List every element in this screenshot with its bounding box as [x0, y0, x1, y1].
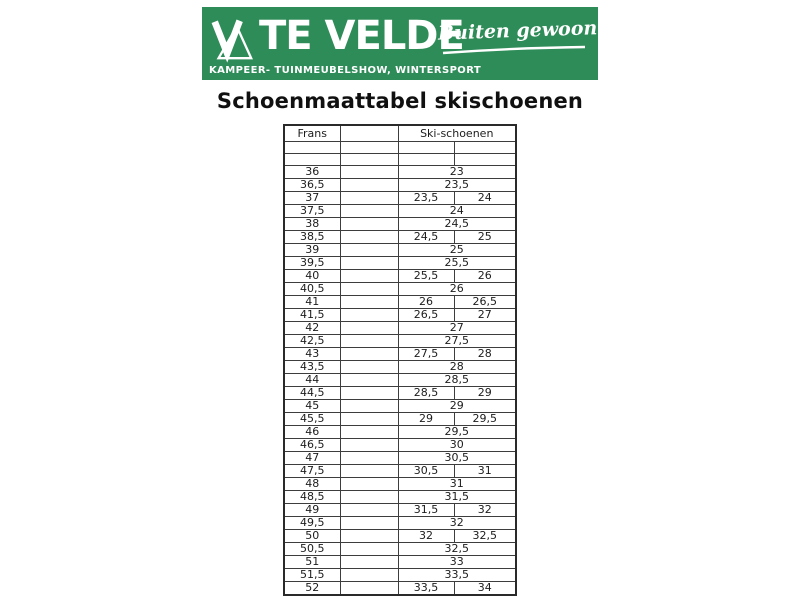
- ski-size-cell: 29: [398, 413, 454, 426]
- shoe-size-table: [283, 124, 517, 596]
- table-row: [284, 439, 516, 452]
- empty-cell: [340, 231, 398, 244]
- ski-size-cell: 30: [398, 439, 516, 452]
- empty-cell: [340, 218, 398, 231]
- ski-size-cell: 27: [398, 322, 516, 335]
- ski-size-cell: 28: [454, 348, 516, 361]
- frans-size-cell: 39,5: [284, 257, 340, 270]
- table-row: [284, 491, 516, 504]
- ski-size-cell: 30,5: [398, 452, 516, 465]
- ski-size-cell: 34: [454, 582, 516, 596]
- ski-size-cell: 30,5: [398, 465, 454, 478]
- ski-size-cell: 25,5: [398, 257, 516, 270]
- empty-cell: [340, 556, 398, 569]
- ski-size-cell: 25,5: [398, 270, 454, 283]
- ski-size-cell: 26: [398, 283, 516, 296]
- frans-size-cell: 40,5: [284, 283, 340, 296]
- table-row: [284, 270, 516, 283]
- table-row: [284, 348, 516, 361]
- table-row: [284, 374, 516, 387]
- ski-size-cell: 31,5: [398, 491, 516, 504]
- table-row: [284, 361, 516, 374]
- empty-cell: [340, 283, 398, 296]
- frans-size-cell: 50,5: [284, 543, 340, 556]
- table-row: [284, 530, 516, 543]
- frans-size-cell: 50: [284, 530, 340, 543]
- table-header-row: [284, 125, 516, 142]
- ski-size-cell: 29,5: [398, 426, 516, 439]
- empty-cell: [340, 530, 398, 543]
- empty-cell: [340, 154, 398, 166]
- ski-size-cell: 27,5: [398, 335, 516, 348]
- ski-size-cell: 29,5: [454, 413, 516, 426]
- ski-size-cell: 25: [398, 244, 516, 257]
- table-row: [284, 218, 516, 231]
- ski-size-cell: 33,5: [398, 582, 454, 596]
- empty-cell: [340, 270, 398, 283]
- frans-size-cell: 51: [284, 556, 340, 569]
- ski-size-cell: 29: [398, 400, 516, 413]
- frans-size-cell: 49,5: [284, 517, 340, 530]
- ski-size-cell: 32: [398, 530, 454, 543]
- brand-name: TE VELDE: [259, 13, 464, 59]
- empty-cell: [340, 335, 398, 348]
- mountain-check-icon: [208, 15, 256, 63]
- frans-size-cell: [284, 154, 340, 166]
- ski-size-cell: 32: [454, 504, 516, 517]
- empty-cell: [340, 322, 398, 335]
- ski-size-cell: 24: [398, 205, 516, 218]
- empty-cell: [340, 517, 398, 530]
- frans-size-cell: 39: [284, 244, 340, 257]
- empty-cell: [340, 374, 398, 387]
- column-header-frans: Frans: [284, 125, 340, 142]
- frans-size-cell: 44,5: [284, 387, 340, 400]
- empty-cell: [340, 348, 398, 361]
- table-row: [284, 205, 516, 218]
- empty-cell: [340, 543, 398, 556]
- ski-size-cell: 31: [398, 478, 516, 491]
- column-header-empty: [340, 125, 398, 142]
- table-row: [284, 154, 516, 166]
- swoosh-underline-icon: [441, 45, 587, 55]
- empty-cell: [340, 296, 398, 309]
- frans-size-cell: 45: [284, 400, 340, 413]
- ski-size-cell: 28,5: [398, 374, 516, 387]
- brand-tagline: [437, 15, 656, 55]
- frans-size-cell: 38: [284, 218, 340, 231]
- ski-size-cell: 28,5: [398, 387, 454, 400]
- ski-size-cell: 25: [454, 231, 516, 244]
- empty-cell: [340, 569, 398, 582]
- ski-size-cell: 33,5: [398, 569, 516, 582]
- frans-size-cell: 52: [284, 582, 340, 596]
- table-row: [284, 335, 516, 348]
- table-row: [284, 257, 516, 270]
- ski-size-cell: 29: [454, 387, 516, 400]
- table-row: [284, 478, 516, 491]
- ski-size-cell: 26: [454, 270, 516, 283]
- table-row: [284, 452, 516, 465]
- frans-size-cell: 36,5: [284, 179, 340, 192]
- tagline-text: Buiten gewoon goed: [437, 15, 656, 45]
- ski-size-cell: 23,5: [398, 179, 516, 192]
- ski-size-cell: 24,5: [398, 231, 454, 244]
- empty-cell: [340, 257, 398, 270]
- ski-size-cell: 27,5: [398, 348, 454, 361]
- ski-size-cell: [454, 142, 516, 154]
- empty-cell: [340, 439, 398, 452]
- frans-size-cell: 43,5: [284, 361, 340, 374]
- empty-cell: [340, 166, 398, 179]
- table-row: [284, 504, 516, 517]
- table-row: [284, 569, 516, 582]
- ski-size-cell: [398, 142, 454, 154]
- empty-cell: [340, 400, 398, 413]
- table-row: [284, 322, 516, 335]
- table-row: [284, 179, 516, 192]
- empty-cell: [340, 413, 398, 426]
- frans-size-cell: 44: [284, 374, 340, 387]
- ski-size-cell: 31,5: [398, 504, 454, 517]
- frans-size-cell: 48: [284, 478, 340, 491]
- ski-size-cell: 32: [398, 517, 516, 530]
- table-row: [284, 309, 516, 322]
- table-row: [284, 582, 516, 596]
- empty-cell: [340, 387, 398, 400]
- ski-size-cell: [398, 154, 454, 166]
- frans-size-cell: 42: [284, 322, 340, 335]
- frans-size-cell: 38,5: [284, 231, 340, 244]
- table-row: [284, 413, 516, 426]
- frans-size-cell: 51,5: [284, 569, 340, 582]
- ski-size-cell: [454, 154, 516, 166]
- ski-size-cell: 32,5: [454, 530, 516, 543]
- table-row: [284, 244, 516, 257]
- ski-size-cell: 33: [398, 556, 516, 569]
- table-row: [284, 387, 516, 400]
- frans-size-cell: 36: [284, 166, 340, 179]
- frans-size-cell: 40: [284, 270, 340, 283]
- empty-cell: [340, 205, 398, 218]
- ski-size-cell: 26: [398, 296, 454, 309]
- brand-banner: [202, 7, 656, 80]
- empty-cell: [340, 142, 398, 154]
- ski-size-cell: 23,5: [398, 192, 454, 205]
- page-title: Schoenmaattabel skischoenen: [216, 89, 584, 113]
- empty-cell: [340, 244, 398, 257]
- ski-size-cell: 23: [398, 166, 516, 179]
- empty-cell: [340, 465, 398, 478]
- ski-size-cell: 32,5: [398, 543, 516, 556]
- empty-cell: [340, 452, 398, 465]
- ski-size-cell: 24,5: [398, 218, 516, 231]
- frans-size-cell: 41: [284, 296, 340, 309]
- frans-size-cell: 47: [284, 452, 340, 465]
- table-row: [284, 426, 516, 439]
- frans-size-cell: 37: [284, 192, 340, 205]
- frans-size-cell: 46,5: [284, 439, 340, 452]
- ski-size-cell: 24: [454, 192, 516, 205]
- frans-size-cell: 37,5: [284, 205, 340, 218]
- ski-size-cell: 26,5: [454, 296, 516, 309]
- empty-cell: [340, 478, 398, 491]
- table-row: [284, 517, 516, 530]
- frans-size-cell: 48,5: [284, 491, 340, 504]
- empty-cell: [340, 361, 398, 374]
- frans-size-cell: 49: [284, 504, 340, 517]
- empty-cell: [340, 491, 398, 504]
- empty-cell: [340, 504, 398, 517]
- table-row: [284, 556, 516, 569]
- table-row: [284, 400, 516, 413]
- ski-size-cell: 26,5: [398, 309, 454, 322]
- table-row: [284, 142, 516, 154]
- table-row: [284, 231, 516, 244]
- frans-size-cell: 46: [284, 426, 340, 439]
- empty-cell: [340, 426, 398, 439]
- frans-size-cell: 43: [284, 348, 340, 361]
- frans-size-cell: 45,5: [284, 413, 340, 426]
- ski-size-cell: 27: [454, 309, 516, 322]
- ski-size-cell: 28: [398, 361, 516, 374]
- ski-size-cell: 31: [454, 465, 516, 478]
- frans-size-cell: 47,5: [284, 465, 340, 478]
- column-header-ski-schoenen: Ski-schoenen: [398, 125, 516, 142]
- empty-cell: [340, 179, 398, 192]
- brand-subtitle: KAMPEER- TUINMEUBELSHOW, WINTERSPORT: [209, 65, 482, 76]
- frans-size-cell: [284, 142, 340, 154]
- frans-size-cell: 42,5: [284, 335, 340, 348]
- table-row: [284, 465, 516, 478]
- empty-cell: [340, 582, 398, 596]
- empty-cell: [340, 192, 398, 205]
- table-row: [284, 166, 516, 179]
- table-row: [284, 543, 516, 556]
- table-row: [284, 296, 516, 309]
- empty-cell: [340, 309, 398, 322]
- size-table-body: [284, 142, 516, 596]
- table-row: [284, 192, 516, 205]
- table-row: [284, 283, 516, 296]
- frans-size-cell: 41,5: [284, 309, 340, 322]
